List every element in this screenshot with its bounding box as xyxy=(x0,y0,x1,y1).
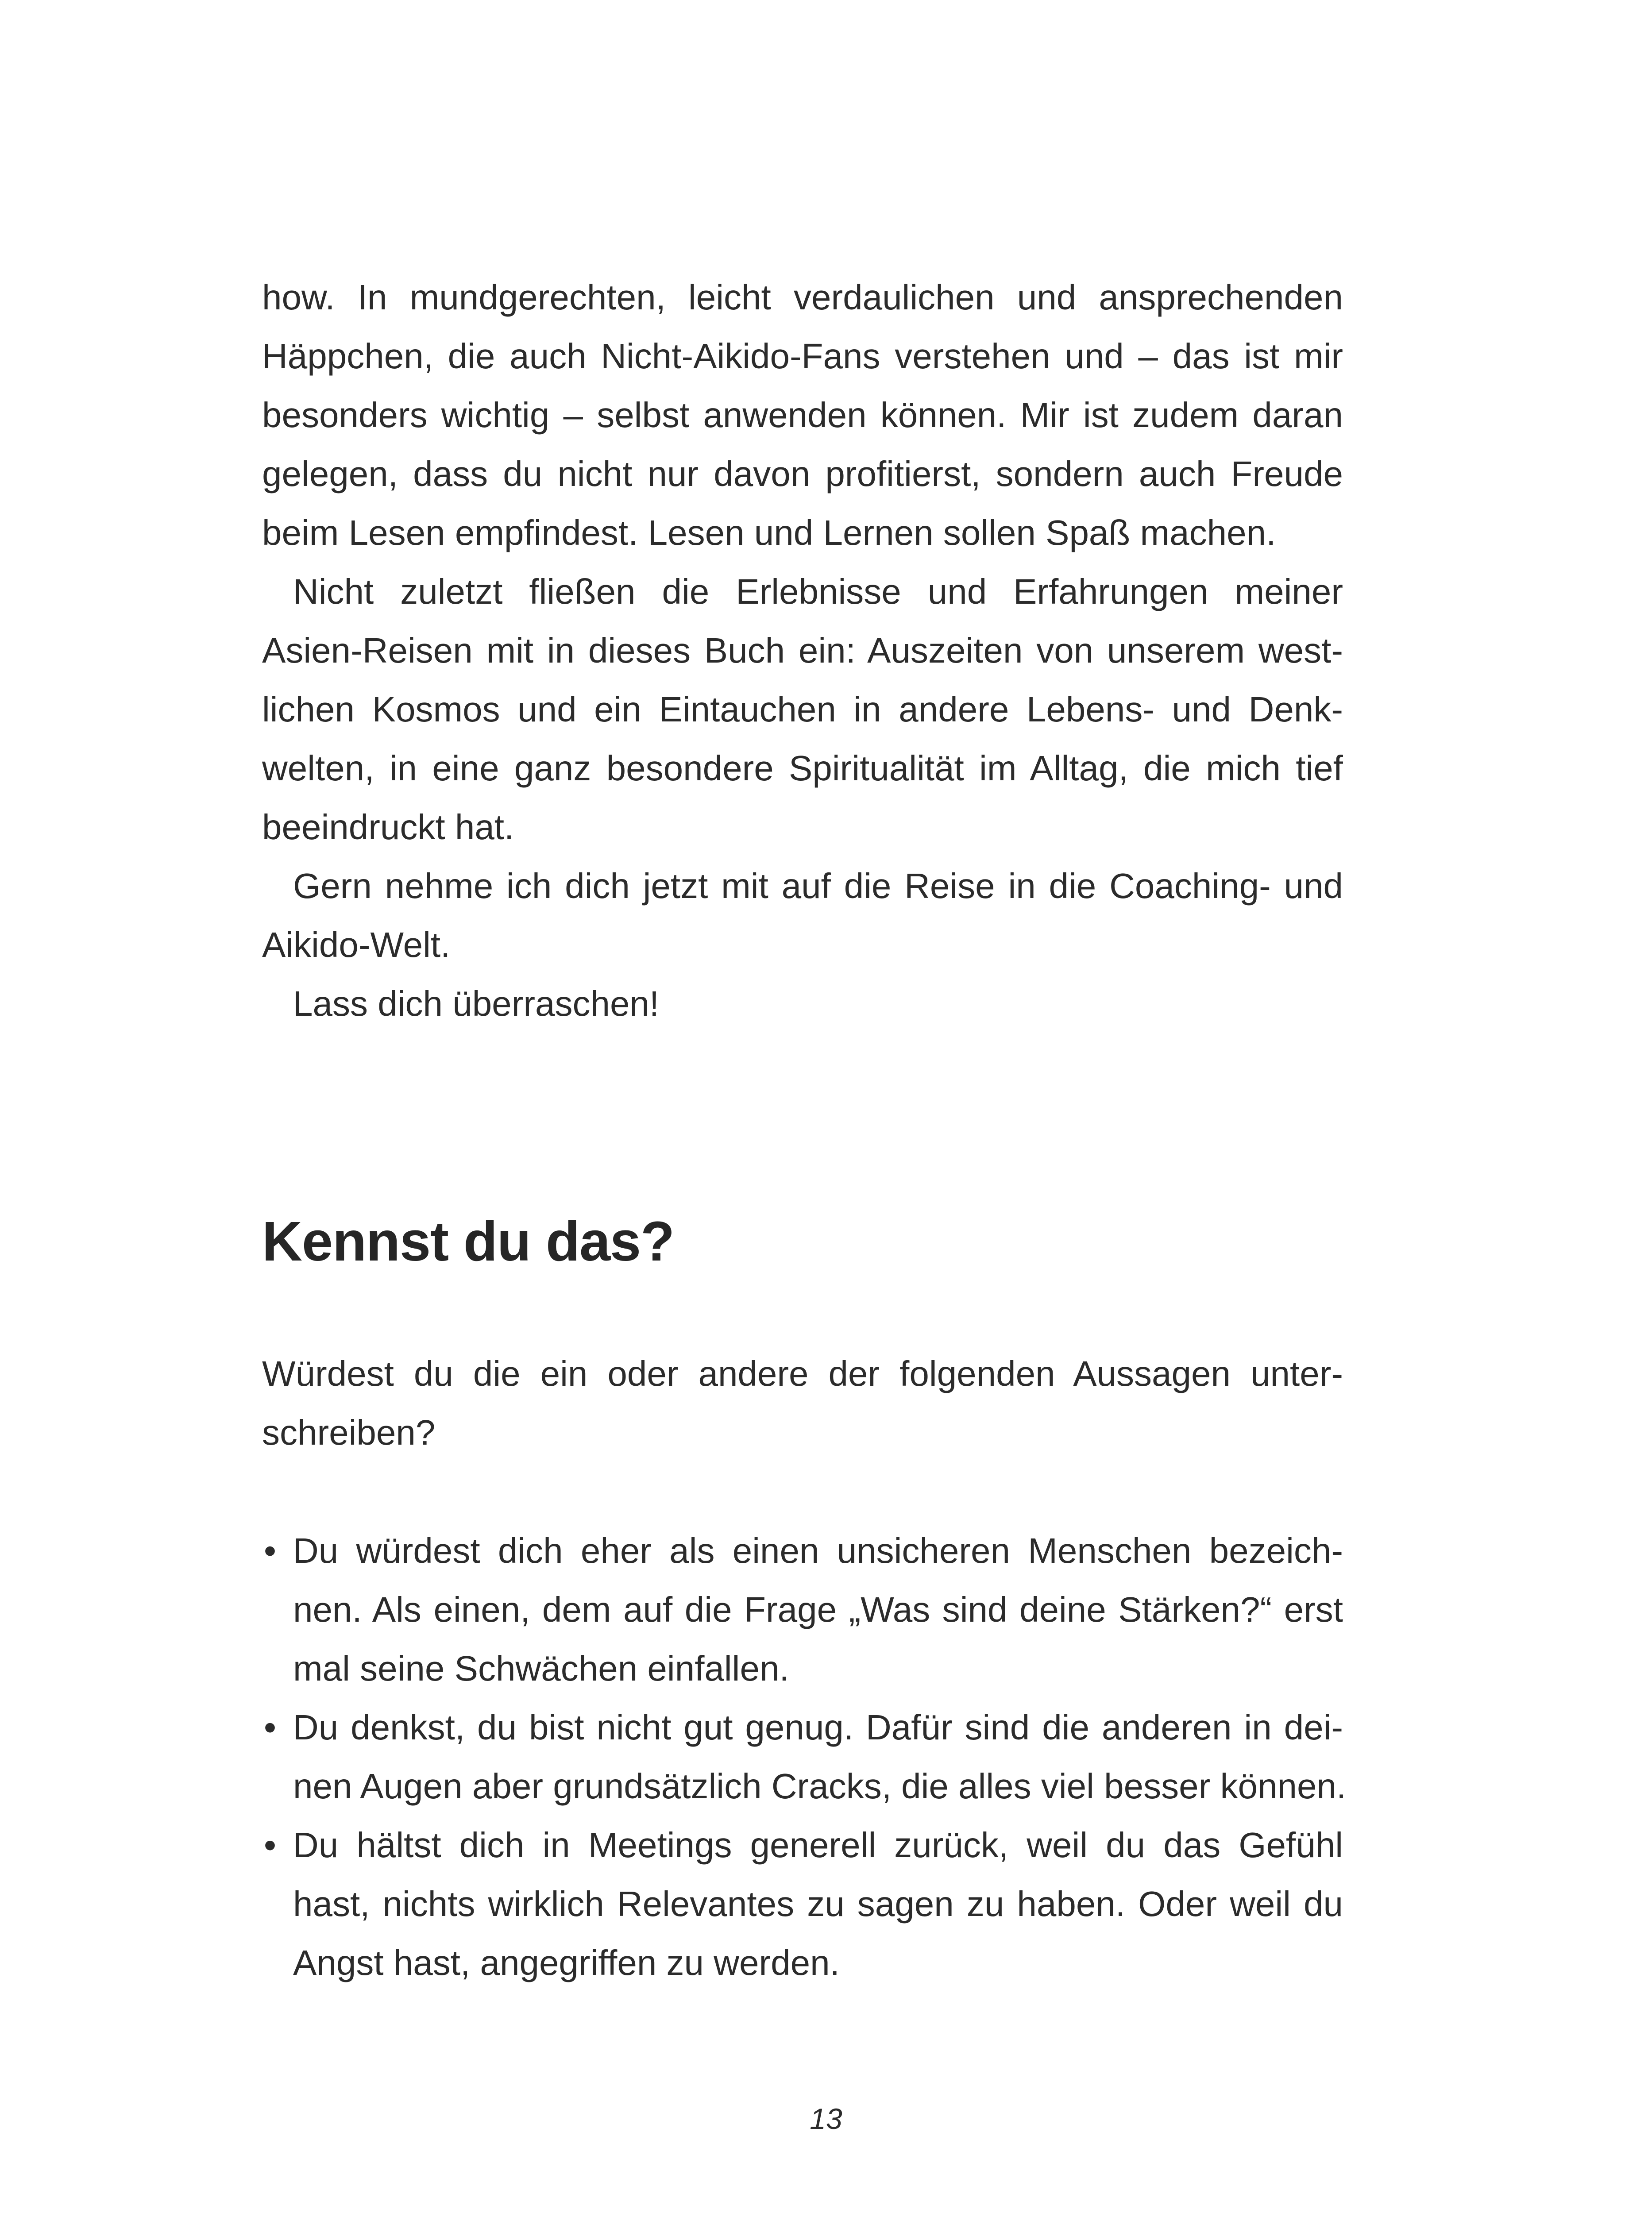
text-line: Angst hast, angegriffen zu werden. xyxy=(293,1943,840,1982)
text-line: mal seine Schwächen einfallen. xyxy=(293,1649,789,1688)
text-line: Lass dich überraschen! xyxy=(293,984,660,1023)
text-line: schreiben? xyxy=(262,1413,436,1452)
bullet-list xyxy=(262,1521,1347,1992)
text-line: besonders wichtig – selbst anwenden können. Mir ist zudem daran xyxy=(262,395,1343,435)
text-line: Aikido-Welt. xyxy=(262,925,451,964)
paragraph xyxy=(262,268,1343,562)
text-line: Häppchen, die auch Nicht-Aikido-Fans verstehen und – das ist mir xyxy=(262,336,1343,376)
paragraph xyxy=(262,562,1343,856)
text-line: beeindruckt hat. xyxy=(262,807,514,847)
text-line: nen Augen aber grundsätzlich Cracks, die alles viel besser können. xyxy=(293,1766,1347,1806)
paragraph xyxy=(262,856,1343,974)
text-line: Du hältst dich in Meetings generell zurück, weil du das Gefühl xyxy=(293,1825,1343,1865)
list-item xyxy=(262,1816,1343,1992)
text-line: hast, nichts wirklich Relevantes zu sagen zu haben. Oder weil du xyxy=(293,1884,1343,1924)
text-line: Gern nehme ich dich jetzt mit auf die Reise in die Coaching- und xyxy=(293,866,1343,906)
intro-paragraph xyxy=(262,1344,1343,1462)
body-text xyxy=(262,268,1343,1033)
text-line: beim Lesen empfindest. Lesen und Lernen sollen Spaß machen. xyxy=(262,513,1276,552)
section-heading: Kennst du das? xyxy=(262,1210,675,1272)
bullet-icon: • xyxy=(264,1825,277,1865)
text-line: Asien-Reisen mit in dieses Buch ein: Auszeiten von unserem west- xyxy=(262,631,1343,670)
text-line: welten, in eine ganz besondere Spiritualität im Alltag, die mich tief xyxy=(262,748,1343,788)
page-number: 13 xyxy=(810,2102,842,2135)
text-line: Du denkst, du bist nicht gut genug. Dafür sind die anderen in dei- xyxy=(293,1708,1343,1747)
text-line: Würdest du die ein oder andere der folgenden Aussagen unter- xyxy=(262,1354,1343,1393)
list-item xyxy=(262,1698,1347,1816)
paragraph xyxy=(262,974,1343,1033)
text-line: how. In mundgerechten, leicht verdaulichen und ansprechenden xyxy=(262,278,1343,317)
bullet-icon: • xyxy=(264,1531,277,1570)
text-line: nen. Als einen, dem auf die Frage „Was sind deine Stärken?“ erst xyxy=(293,1590,1343,1629)
list-item xyxy=(262,1521,1343,1698)
text-line: lichen Kosmos und ein Eintauchen in andere Lebens- und Denk- xyxy=(262,690,1343,729)
bullet-icon: • xyxy=(264,1708,277,1747)
text-line: Du würdest dich eher als einen unsicheren Menschen bezeich- xyxy=(293,1531,1343,1570)
text-line: Nicht zuletzt fließen die Erlebnisse und Erfahrungen meiner xyxy=(293,572,1343,611)
text-line: gelegen, dass du nicht nur davon profitierst, sondern auch Freude xyxy=(262,454,1343,493)
